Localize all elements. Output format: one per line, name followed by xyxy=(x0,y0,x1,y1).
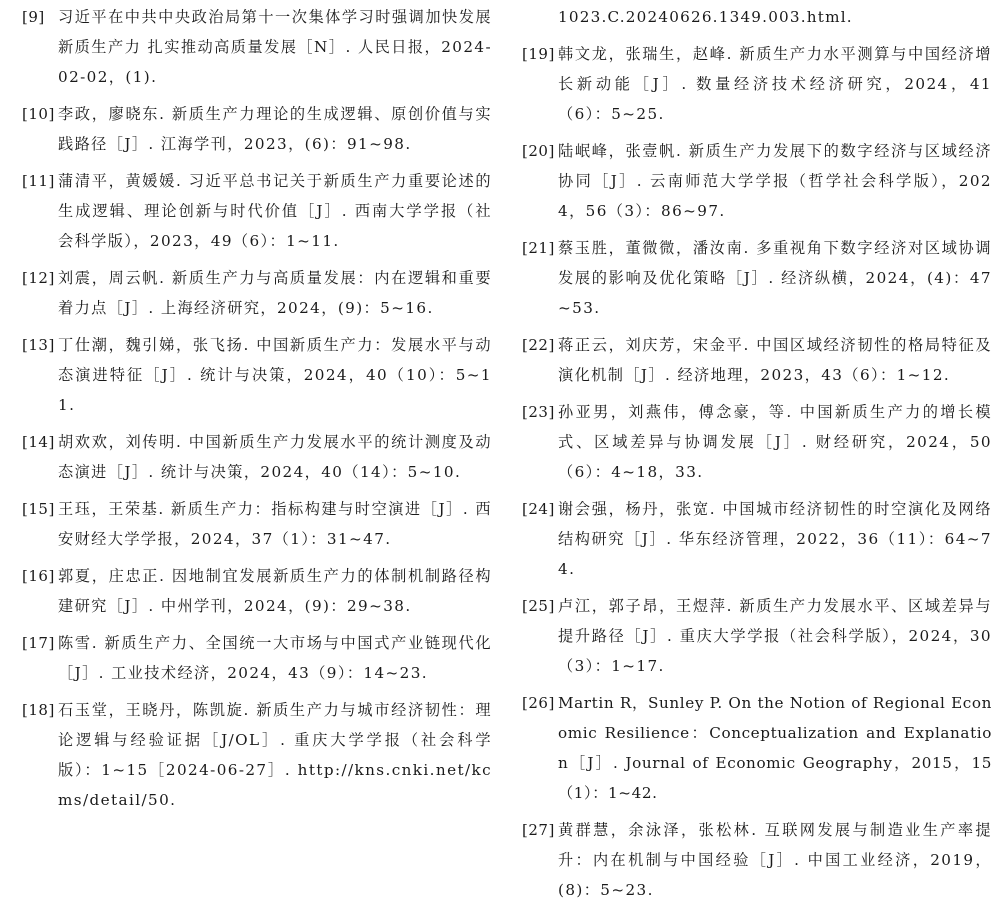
reference-number: [9] xyxy=(22,8,45,26)
reference-number: [16] xyxy=(22,567,55,585)
reference-item xyxy=(22,166,492,256)
reference-number: [27] xyxy=(522,821,555,839)
reference-item xyxy=(522,688,992,808)
reference-number: [11] xyxy=(22,172,55,190)
reference-text: 蒋正云，刘庆芳，宋金平. 中国区域经济韧性的格局特征及演化机制［J］. 经济地理，2023，43（6）：1~12. xyxy=(558,336,992,384)
reference-item xyxy=(22,494,492,554)
reference-item xyxy=(22,330,492,420)
reference-continuation: 1023.C.20240626.1349.003.html. xyxy=(558,8,853,26)
reference-item xyxy=(522,136,992,226)
reference-text: 习近平在中共中央政治局第十一次集体学习时强调加快发展新质生产力 扎实推动高质量发展［N］. 人民日报，2024-02-02，(1). xyxy=(58,8,492,86)
reference-item xyxy=(522,330,992,390)
reference-text: 韩文龙，张瑞生，赵峰. 新质生产力水平测算与中国经济增长新动能［J］. 数量经济技术经济研究，2024，41（6）：5~25. xyxy=(558,45,992,123)
reference-number: [25] xyxy=(522,597,555,615)
left-column xyxy=(22,2,492,822)
reference-text: 谢会强，杨丹，张宽. 中国城市经济韧性的时空演化及网络结构研究［J］. 华东经济管理，2022，36（11）：64~74. xyxy=(558,500,992,578)
reference-number: [10] xyxy=(22,105,55,123)
reference-text: 陆岷峰，张壹帆. 新质生产力发展下的数字经济与区域经济协同［J］. 云南师范大学学报（哲学社会科学版），2024，56（3）：86~97. xyxy=(558,142,992,220)
reference-number: [23] xyxy=(522,403,555,421)
reference-item xyxy=(522,815,992,905)
reference-number: [19] xyxy=(522,45,555,63)
reference-item xyxy=(22,628,492,688)
reference-item xyxy=(522,494,992,584)
reference-item xyxy=(22,99,492,159)
reference-number: [21] xyxy=(522,239,555,257)
reference-item xyxy=(522,397,992,487)
reference-number: [20] xyxy=(522,142,555,160)
reference-item xyxy=(522,39,992,129)
reference-text: 王珏，王荣基. 新质生产力：指标构建与时空演进［J］. 西安财经大学学报，2024，37（1）：31~47. xyxy=(58,500,492,548)
reference-text: 丁仕潮，魏引娣，张飞扬. 中国新质生产力：发展水平与动态演进特征［J］. 统计与决策，2024，40（10）：5~11. xyxy=(58,336,492,414)
reference-text: 孙亚男，刘燕伟，傅念豪，等. 中国新质生产力的增长模式、区域差异与协调发展［J］. 财经研究，2024，50（6）：4~18，33. xyxy=(558,403,992,481)
reference-item xyxy=(22,2,492,92)
reference-item xyxy=(22,427,492,487)
reference-text: 石玉堂，王晓丹，陈凯旋. 新质生产力与城市经济韧性：理论逻辑与经验证据［J/OL］. 重庆大学学报（社会科学版）：1~15［2024-06-27］. http://kns.cnki.net/kcms/detail/50. xyxy=(58,701,492,809)
reference-text: 郭夏，庄忠正. 因地制宜发展新质生产力的体制机制路径构建研究［J］. 中州学刊，2024，(9)：29~38. xyxy=(58,567,492,615)
reference-text: 黄群慧，余泳泽，张松林. 互联网发展与制造业生产率提升：内在机制与中国经验［J］. 中国工业经济，2019，(8)：5~23. xyxy=(558,821,992,899)
reference-item xyxy=(22,561,492,621)
reference-number: [24] xyxy=(522,500,555,518)
reference-text: 蔡玉胜，董微微，潘汝南. 多重视角下数字经济对区域协调发展的影响及优化策略［J］. 经济纵横，2024，(4)：47~53. xyxy=(558,239,992,317)
reference-item xyxy=(22,695,492,815)
reference-item xyxy=(522,591,992,681)
reference-text: 蒲清平，黄媛媛. 习近平总书记关于新质生产力重要论述的生成逻辑、理论创新与时代价值［J］. 西南大学学报（社会科学版），2023，49（6）：1~11. xyxy=(58,172,492,250)
reference-text: Martin R，Sunley P. On the Notion of Regional Economic Resilience：Conceptualization and Explanation［J］. Journal of Economic Geography，2015，15（1）：1~42. xyxy=(558,694,992,802)
right-column xyxy=(522,2,992,912)
reference-number: [18] xyxy=(22,701,55,719)
reference-number: [15] xyxy=(22,500,55,518)
reference-text: 李政，廖晓东. 新质生产力理论的生成逻辑、原创价值与实践路径［J］. 江海学刊，2023，(6)：91~98. xyxy=(58,105,492,153)
reference-number: [17] xyxy=(22,634,55,652)
reference-number: [22] xyxy=(522,336,555,354)
reference-text: 卢江，郭子昂，王煜萍. 新质生产力发展水平、区域差异与提升路径［J］. 重庆大学学报（社会科学版），2024，30（3）：1~17. xyxy=(558,597,992,675)
reference-number: [12] xyxy=(22,269,55,287)
reference-number: [26] xyxy=(522,694,555,712)
reference-text: 胡欢欢，刘传明. 中国新质生产力发展水平的统计测度及动态演进［J］. 统计与决策，2024，40（14）：5~10. xyxy=(58,433,492,481)
reference-number: [14] xyxy=(22,433,55,451)
reference-number: [13] xyxy=(22,336,55,354)
reference-text: 陈雪. 新质生产力、全国统一大市场与中国式产业链现代化［J］. 工业技术经济，2024，43（9）：14~23. xyxy=(58,634,492,682)
reference-item xyxy=(522,233,992,323)
reference-text: 刘震，周云帆. 新质生产力与高质量发展：内在逻辑和重要着力点［J］. 上海经济研究，2024，(9)：5~16. xyxy=(58,269,492,317)
reference-item xyxy=(22,263,492,323)
